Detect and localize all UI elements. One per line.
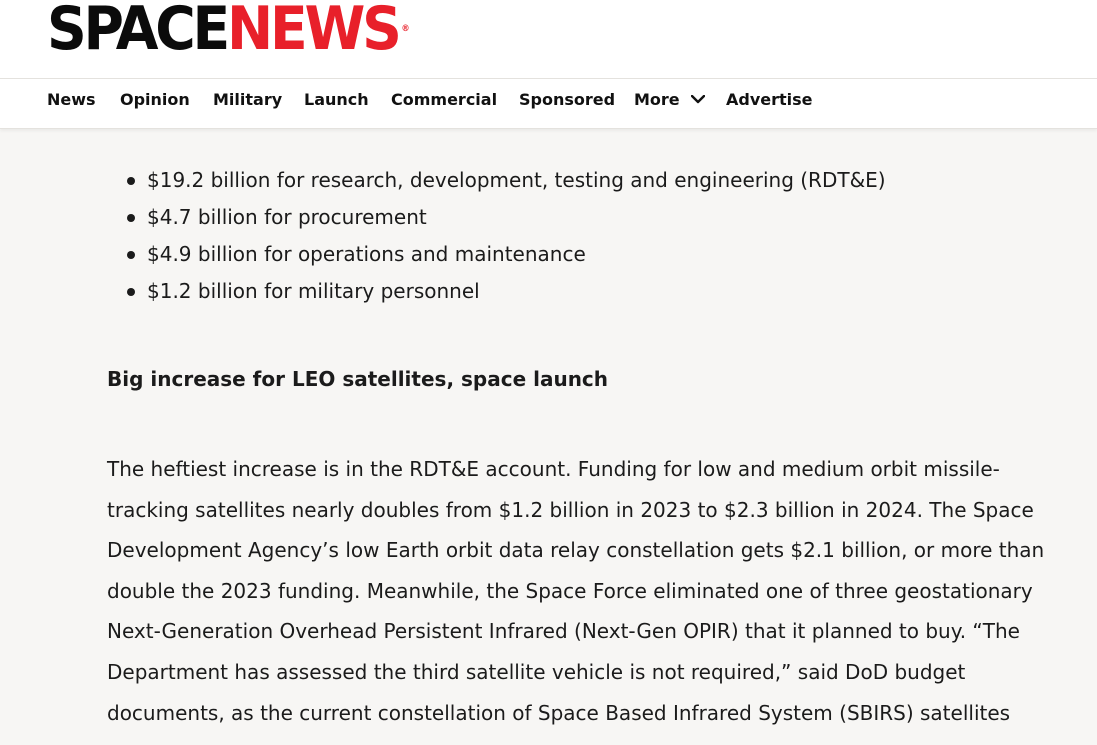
- nav-item-sponsored[interactable]: Sponsored: [519, 90, 616, 109]
- nav-item-opinion[interactable]: Opinion: [120, 90, 190, 109]
- spacenews-logo[interactable]: [47, 0, 410, 64]
- list-item: [127, 199, 886, 236]
- paragraph-line: The heftiest increase is in the RDT&E account. Funding for low and medium orbit missile-: [107, 457, 1000, 481]
- list-item: [127, 273, 886, 310]
- site-header: [0, 0, 1097, 79]
- bullet-dot: [127, 251, 135, 259]
- budget-bullet-list: [127, 162, 886, 310]
- list-item-text: $4.9 billion for operations and maintenance: [147, 242, 586, 266]
- list-item: [127, 162, 886, 199]
- paragraph-line: documents, as the current constellation of Space Based Infrared System (SBIRS) satellites: [107, 700, 1011, 725]
- paragraph-line: Development Agency’s low Earth orbit data relay constellation gets $2.1 billion, or more than: [107, 538, 1045, 563]
- nav-item-military[interactable]: Military: [213, 90, 283, 109]
- list-item-text: $19.2 billion for research, development, testing and engineering (RDT&E): [147, 168, 886, 192]
- paragraph-line: double the 2023 funding. Meanwhile, the Space Force eliminated one of three geostationary: [107, 578, 1033, 603]
- list-item-text: $4.7 billion for procurement: [147, 205, 427, 229]
- bullet-dot: [127, 177, 135, 185]
- logo-news-text: NEWS: [226, 0, 399, 64]
- section-heading: Big increase for LEO satellites, space launch: [107, 367, 609, 391]
- list-item-text: $1.2 billion for military personnel: [147, 279, 480, 303]
- bullet-dot: [127, 214, 135, 222]
- paragraph-line: Next-Generation Overhead Persistent Infrared (Next-Gen OPIR) that it planned to buy. “The: [107, 619, 1020, 644]
- paragraph-line: Department has assessed the third satellite vehicle is not required,” said DoD budget: [107, 659, 966, 684]
- nav-item-advertise[interactable]: Advertise: [726, 90, 813, 109]
- nav-item-more-label: More: [634, 90, 680, 109]
- nav-item-more[interactable]: [634, 79, 705, 121]
- nav-item-commercial[interactable]: Commercial: [391, 90, 498, 109]
- main-nav: [0, 79, 1097, 129]
- logo-space-text: SPACE: [47, 0, 227, 64]
- logo-registered-mark: ®: [401, 24, 410, 34]
- list-item: [127, 236, 886, 273]
- chevron-down-icon: [691, 78, 705, 120]
- paragraph-line: tracking satellites nearly doubles from $1.2 billion in 2023 to $2.3 billion in 2024. The Space: [107, 497, 1034, 522]
- article-paragraph: [107, 449, 1067, 733]
- bullet-dot: [127, 288, 135, 296]
- nav-item-news[interactable]: News: [47, 90, 96, 109]
- nav-item-launch[interactable]: Launch: [304, 90, 369, 109]
